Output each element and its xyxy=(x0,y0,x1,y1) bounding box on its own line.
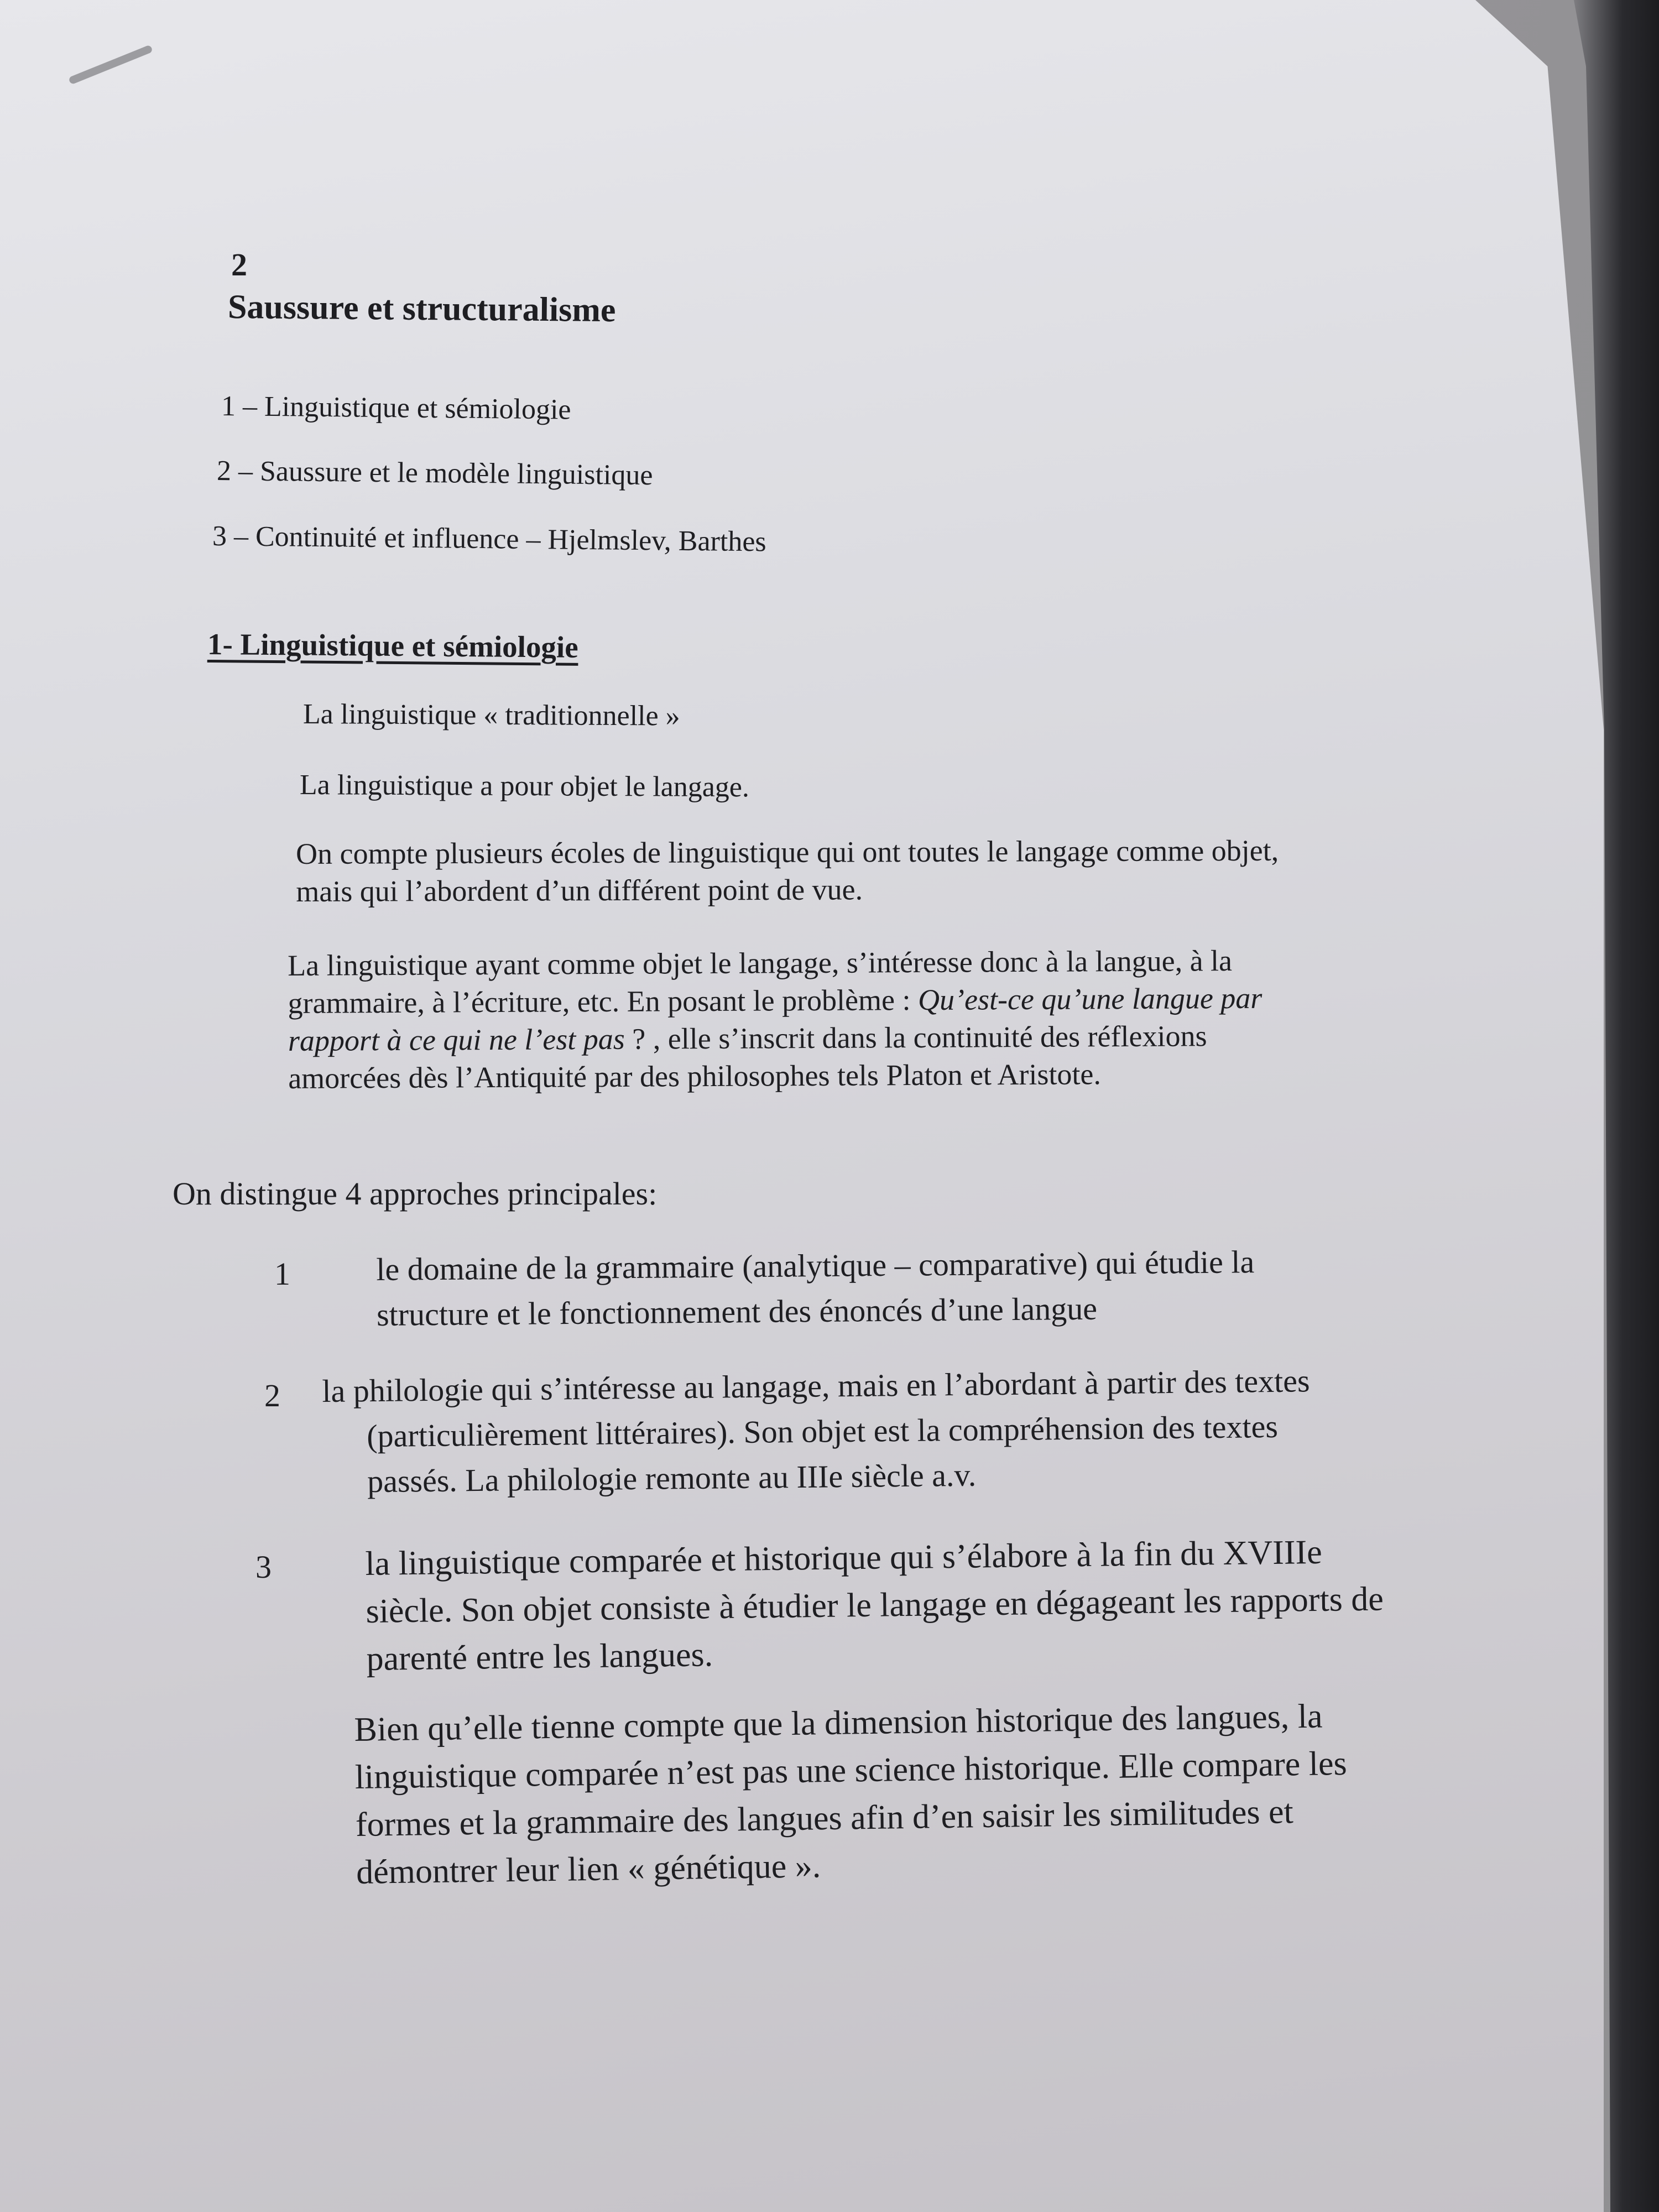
paragraph-schools xyxy=(296,831,1402,910)
closing-paragraph xyxy=(354,1692,1349,1896)
paragraph-object xyxy=(288,941,1394,1097)
subheading: La linguistique « traditionnelle » xyxy=(302,698,680,732)
list-item-line: (particulièrement littéraires). Son objet est la compréhension des textes xyxy=(366,1408,1279,1454)
plain-text: ? , elle s’inscrit dans la continuité des réflexions xyxy=(624,1019,1207,1056)
paragraph-line xyxy=(288,1016,1394,1060)
page-title: Saussure et structuralisme xyxy=(227,288,616,330)
statement: La linguistique a pour objet le langage. xyxy=(299,769,750,804)
list-item-line: siècle. Son objet consiste à étudier le langage en dégageant les rapports de xyxy=(366,1580,1384,1630)
toc-item-1: 1 – Linguistique et sémiologie xyxy=(221,390,571,426)
approach-number: 1 xyxy=(274,1256,290,1292)
paragraph-line: formes et la grammaire des langues afin d’en saisir les similitudes et xyxy=(355,1793,1294,1844)
paragraph-line: Bien qu’elle tienne compte que la dimension historique des langues, la xyxy=(354,1697,1323,1749)
paragraph-line: mais qui l’abordent d’un différent point de vue. xyxy=(296,873,863,908)
list-item-line: la linguistique comparée et historique qui s’élabore à la fin du XVIIIe xyxy=(365,1533,1323,1583)
list-item-line: le domaine de la grammaire (analytique – comparative) qui étudie la xyxy=(376,1244,1255,1287)
approach-item-grammar xyxy=(376,1239,1255,1338)
toc-item-2: 2 – Saussure et le modèle linguistique xyxy=(216,455,653,492)
section-heading: 1- Linguistique et sémiologie xyxy=(207,627,578,664)
list-item-line: parenté entre les langues. xyxy=(366,1636,713,1678)
paragraph-line xyxy=(288,979,1394,1022)
plain-text: grammaire, à l’écriture, etc. En posant le problème : xyxy=(288,983,919,1020)
page-number: 2 xyxy=(231,247,247,283)
paragraph-line: amorcées dès l’Antiquité par des philosophes tels Platon et Aristote. xyxy=(288,1057,1102,1095)
approach-item-philology xyxy=(322,1358,1311,1505)
approach-item-comparative xyxy=(365,1528,1384,1683)
paragraph-line: démontrer leur lien « génétique ». xyxy=(356,1847,821,1891)
approach-number: 3 xyxy=(255,1549,272,1585)
paragraph-line: linguistique comparée n’est pas une science historique. Elle compare les xyxy=(354,1744,1348,1796)
paragraph-line: On compte plusieurs écoles de linguistique qui ont toutes le langage comme objet, xyxy=(296,833,1279,870)
list-item-line: structure et le fonctionnement des énoncés d’une langue xyxy=(376,1290,1098,1333)
approach-number: 2 xyxy=(264,1378,280,1413)
paragraph-line: La linguistique ayant comme objet le langage, s’intéresse donc à la langue, à la xyxy=(288,944,1233,982)
list-item-line: passés. La philologie remonte au IIIe siècle a.v. xyxy=(367,1457,977,1500)
toc-item-3: 3 – Continuité et influence – Hjelmslev, Barthes xyxy=(212,520,766,558)
italic-question: Qu’est-ce qu’une langue par xyxy=(917,981,1262,1017)
approaches-intro: On distingue 4 approches principales: xyxy=(173,1176,658,1212)
list-item-line: la philologie qui s’intéresse au langage, mais en l’abordant à partir des textes xyxy=(322,1363,1310,1409)
italic-question: rapport à ce qui ne l’est pas xyxy=(288,1022,625,1057)
